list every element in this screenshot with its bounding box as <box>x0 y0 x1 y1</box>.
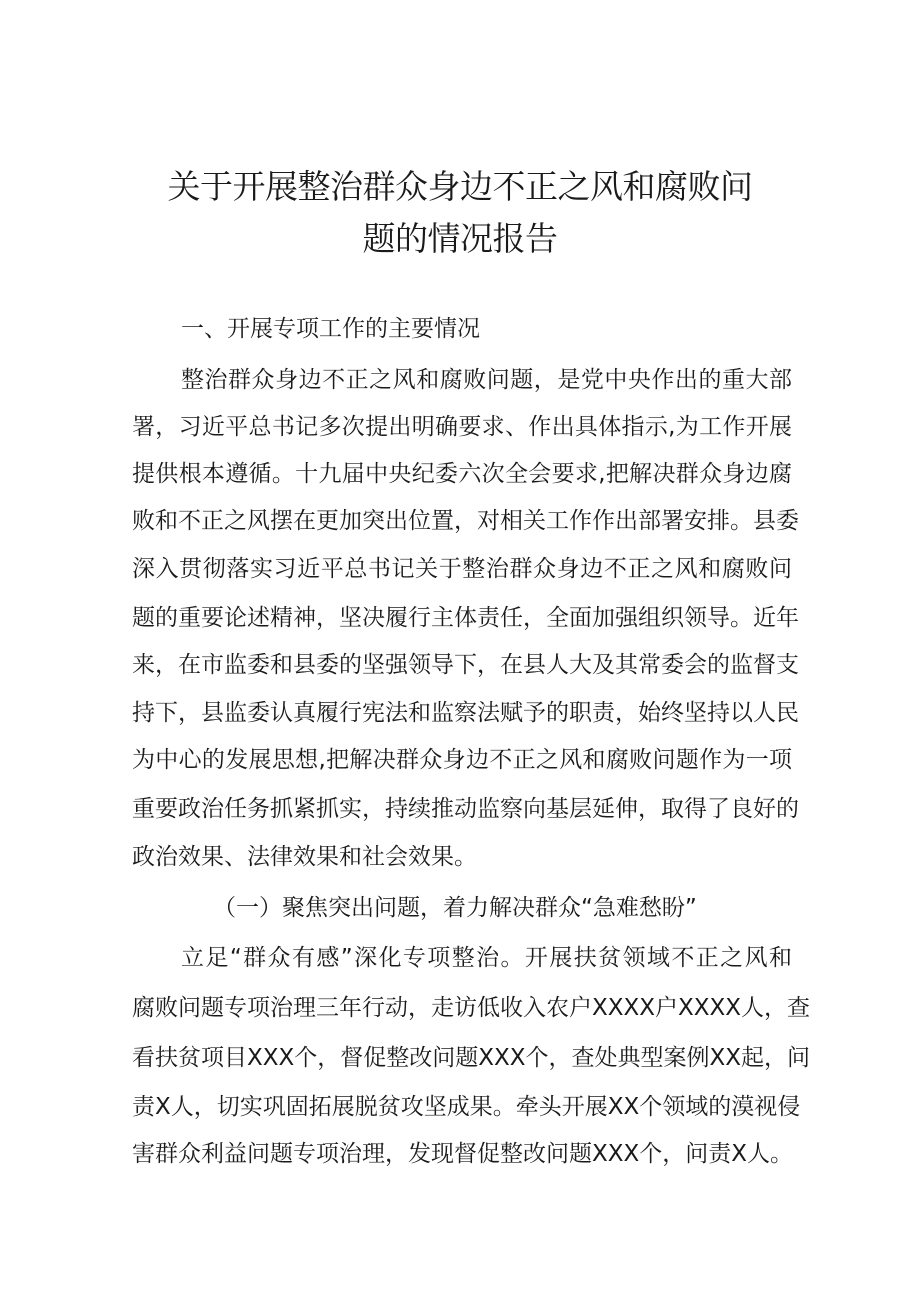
paragraph-line: 来，在市监委和县委的坚强领导下，在县人大及其常委会的监督支 <box>132 652 799 678</box>
paragraph-line: 重要政治任务抓紧抓实，持续推动监察向基层延伸，取得了良好的 <box>132 796 799 822</box>
paragraph-line: 持下，县监委认真履行宪法和监察法赋予的职责，始终坚持以人民 <box>132 700 799 726</box>
paragraph-line: 政治效果、法律效果和社会效果。 <box>132 844 477 870</box>
paragraph-line: 题的重要论述精神，坚决履行主体责任，全面加强组织领导。近年 <box>132 605 799 631</box>
paragraph-line: 看扶贫项目XXX个，督促整改问题XXX个，查处典型案例XX起，问 <box>132 1045 811 1071</box>
paragraph-line: 腐败问题专项治理三年行动，走访低收入农户XXXX户XXXX人，查 <box>132 995 811 1021</box>
subsection-heading: （一）聚焦突出问题，着力解决群众“急难愁盼” <box>213 895 697 921</box>
section-heading: 一、开展专项工作的主要情况 <box>181 316 480 342</box>
paragraph-line: 整治群众身边不正之风和腐败问题，是党中央作出的重大部 <box>181 367 792 393</box>
paragraph-line: 深入贯彻落实习近平总书记关于整治群众身边不正之风和腐败问 <box>132 556 792 582</box>
paragraph-line: 败和不正之风摆在更加突出位置，对相关工作作出部署安排。县委 <box>132 508 799 534</box>
paragraph-line: 署，习近平总书记多次提出明确要求、作出具体指示,为工作开展 <box>132 414 792 440</box>
paragraph-line: 为中心的发展思想,把解决群众身边不正之风和腐败问题作为一项 <box>132 747 792 773</box>
paragraph-line: 责X人，切实巩固拓展脱贫攻坚成果。牵头开展XX个领域的漠视侵 <box>132 1094 801 1120</box>
document-title-line-1: 关于开展整治群众身边不正之风和腐败问 <box>167 167 753 206</box>
paragraph-line: 害群众利益问题专项治理，发现督促整改问题XXX个，问责X人。 <box>132 1141 794 1167</box>
paragraph-line: 立足“群众有感”深化专项整治。开展扶贫领域不正之风和 <box>181 945 792 971</box>
paragraph-line: 提供根本遵循。十九届中央纪委六次全会要求,把解决群众身边腐 <box>132 461 792 487</box>
document-title-line-2: 题的情况报告 <box>362 219 558 258</box>
